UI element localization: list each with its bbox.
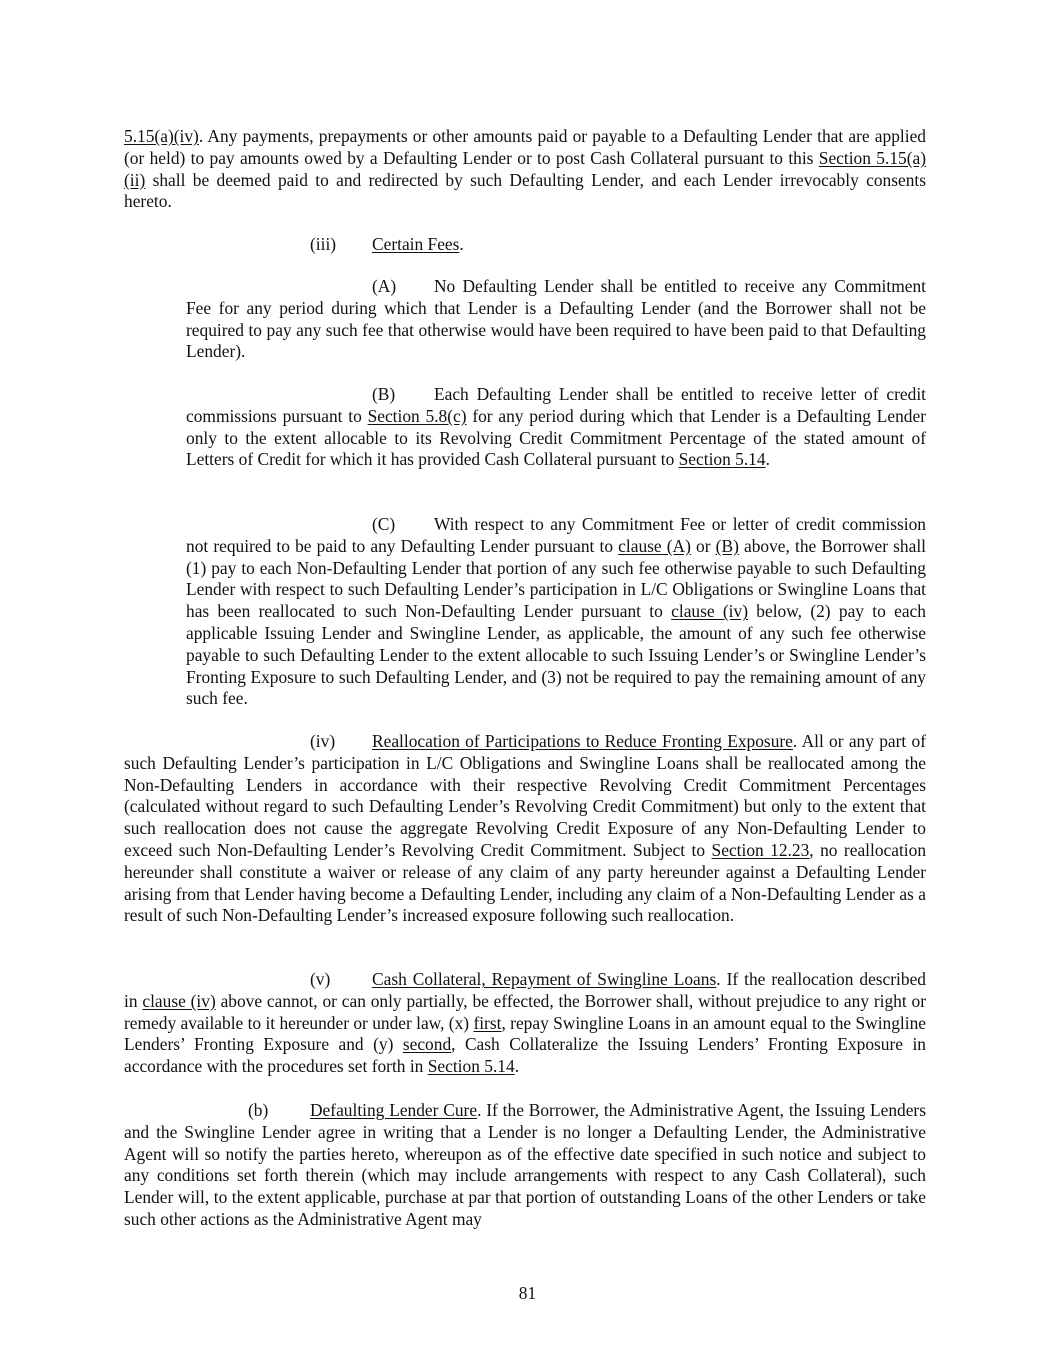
section-ref: (B) — [715, 535, 739, 556]
subclause-c — [186, 514, 926, 710]
clause-title: Reallocation of Participations to Reduce Fronting Exposure — [372, 731, 793, 751]
clause-label: (b) — [248, 1100, 269, 1120]
paragraph-text: or — [690, 535, 716, 556]
clause-label: (C) — [372, 514, 396, 534]
clause-label: (A) — [372, 276, 397, 296]
clause-iv-reallocation — [124, 731, 926, 927]
paragraph-text: , no reallocation hereunder shall constitute a waiver or release of any claim of any party hereunder against a Defaulting Lender arising from that Lender having become a Defaulting Lender, including any claim of a Non-Defaulting Lender as a result of such Non-Defaulting Lender’s increased exposure following such reallocation. — [124, 839, 927, 926]
clause-title: Certain Fees — [372, 234, 460, 254]
paragraph-text: . — [459, 234, 464, 254]
paragraph-text: above, the Borrower shall (1) pay to each Non-Defaulting Lender that portion of any such fee otherwise payable to such Defaulting Lender with respect to such Defaulting Lender’s participation in L/C Obligations or Swingline Loans that has been reallocated to such Non-Defaulting Lender pursuant to — [186, 535, 926, 622]
clause-v-cash-collateral — [124, 969, 926, 1078]
paragraph-text: for any period during which that Lender is a Defaulting Lender only to the extent allocable to its Revolving Credit Commitment Percentage of the stated amount of Letters of Credit for which it has provided Cash Collateral pursuant to — [186, 405, 926, 470]
paragraph-text: above cannot, or can only partially, be effected, the Borrower shall, without prejudice to any right or remedy available to it hereunder or under law, (x) — [124, 990, 926, 1033]
paragraph-text: . Any payments, prepayments or other amounts paid or payable to a Defaulting Lender that are applied (or held) to pay amounts owed by a Defaulting Lender or to post Cash Collateral pursuant to this — [124, 126, 926, 168]
section-ref: clause (A) — [618, 535, 691, 556]
subclause-a — [186, 276, 926, 363]
section-ref: Section 12.23 — [711, 839, 810, 860]
section-b-cure — [124, 1100, 926, 1231]
section-ref: Section 5.15(a)(ii) — [124, 147, 927, 190]
section-ref: clause (iv) — [671, 601, 748, 622]
paragraph-text: shall be deemed paid to and redirected by such Defaulting Lender, and each Lender irrevocably consents hereto. — [124, 169, 926, 212]
paragraph-text: . — [514, 1056, 520, 1077]
paragraph-text: . If the reallocation described in — [124, 969, 927, 1011]
paragraph-text: . All or any part of such Defaulting Lender’s participation in L/C Obligations and Swingline Loans shall be reallocated among the Non-Defaulting Lenders in accordance with their respective Revolving Credit Commitment Percentages (calculated without regard to such Defaulting Lender’s Revolving Credit Commitment) but only to the extent that such reallocation does not cause the aggregate Revolving Credit Exposure of any Non-Defaulting Lender to exceed such Non-Defaulting Lender’s Revolving Credit Commitment. Subject to — [124, 731, 926, 860]
paragraph-text: below, (2) pay to each applicable Issuing Lender and Swingline Lender, as applicable, the amount of any such fee otherwise payable to such Defaulting Lender to the extent allocable to such Issuing Lender’s or Swingline Lender’s Fronting Exposure to such Defaulting Lender, and (3) not be required to pay the remaining amount of any such fee. — [186, 601, 926, 709]
heading-certain-fees — [124, 234, 926, 256]
emphasis-second: second — [402, 1034, 452, 1055]
clause-title: Cash Collateral, Repayment of Swingline Loans — [372, 969, 717, 989]
paragraph-text: , Cash Collateralize the Issuing Lenders’ Fronting Exposure in accordance with the procedures set forth in — [124, 1034, 926, 1077]
paragraph-text: , repay Swingline Loans in an amount equal to the Swingline Lenders’ Fronting Exposure and (y) — [124, 1012, 926, 1055]
section-ref: Section 5.8(c) — [367, 405, 467, 426]
section-ref: Section 5.14 — [427, 1056, 515, 1077]
clause-label: (v) — [310, 969, 331, 989]
section-ref: Section 5.14 — [678, 449, 766, 470]
clause-title: Defaulting Lender Cure — [310, 1100, 478, 1120]
paragraph-text: Each Defaulting Lender shall be entitled to receive letter of credit commissions pursuant to — [186, 384, 926, 426]
clause-label: (iii) — [310, 234, 337, 254]
clause-label: (iv) — [310, 731, 336, 751]
emphasis-first: first — [473, 1012, 502, 1033]
paragraph-text: With respect to any Commitment Fee or letter of credit commission not required to be paid to any Defaulting Lender pursuant to — [186, 514, 926, 556]
section-ref: 5.15(a)(iv) — [124, 126, 199, 146]
paragraph-text: No Defaulting Lender shall be entitled to receive any Commitment Fee for any period during which that Lender is a Defaulting Lender (and the Borrower shall not be required to pay any such fee that otherwise would have been required to have been paid to that Defaulting Lender). — [186, 276, 926, 362]
clause-label: (B) — [372, 384, 396, 404]
subclause-b — [186, 384, 926, 471]
paragraph-text: . — [765, 449, 770, 470]
paragraph-payments-redirect — [124, 126, 926, 213]
page-number: 81 — [518, 1283, 537, 1303]
paragraph-text: . If the Borrower, the Administrative Agent, the Issuing Lenders and the Swingline Lender agree in writing that a Lender is no longer a Defaulting Lender, the Administrative Agent will so notify the parties hereto, whereupon as of the effective date specified in such notice and subject to any conditions set forth therein (which may include arrangements with respect to any Cash Collateral), such Lender will, to the extent applicable, purchase at par that portion of outstanding Loans of the other Lenders or take such other actions as the Administrative Agent may — [124, 1100, 926, 1229]
section-ref: clause (iv) — [142, 990, 216, 1011]
